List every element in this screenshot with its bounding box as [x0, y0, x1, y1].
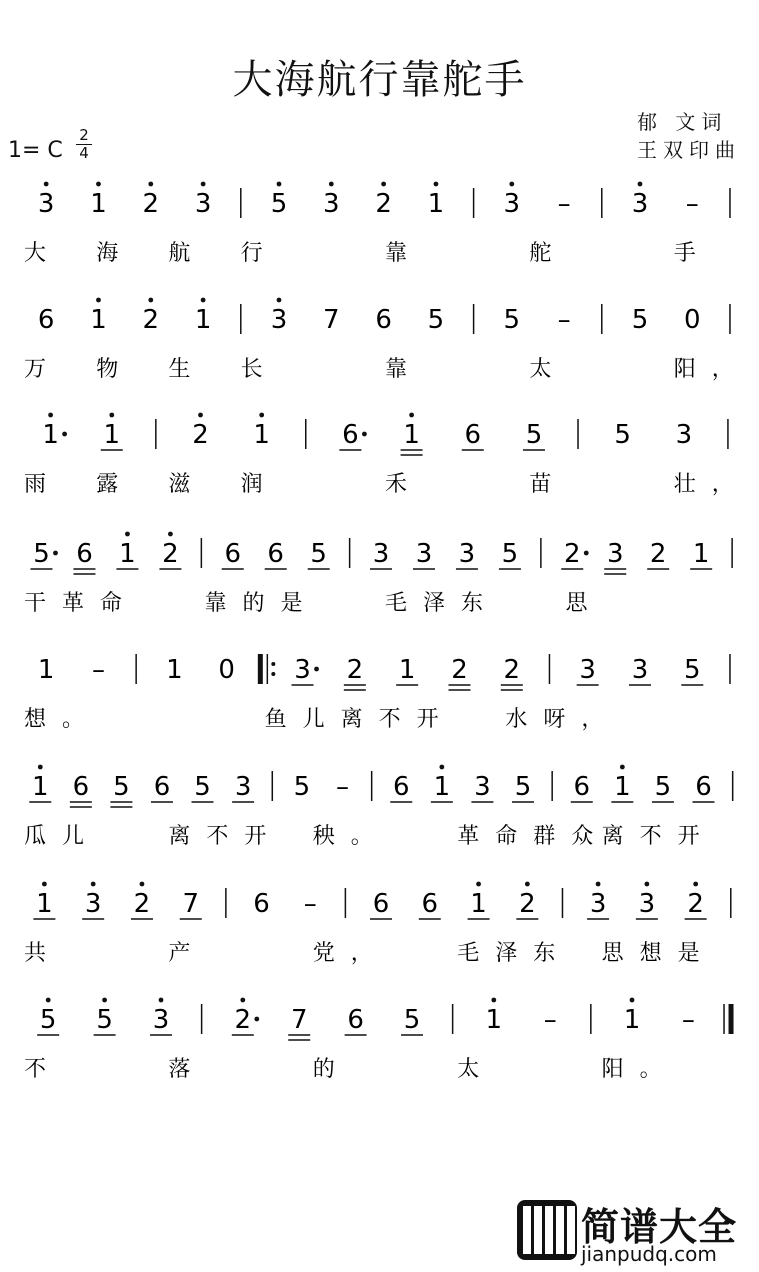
lyric-text: 大: [24, 241, 63, 266]
note-digit: 5: [33, 539, 50, 569]
note-digit: 5: [501, 539, 519, 569]
note-digit: 6: [695, 772, 712, 802]
lyric-text: 万: [24, 357, 63, 382]
high-octave-dot: [159, 998, 164, 1003]
note-digit: 1: [166, 655, 183, 685]
high-octave-dot: [491, 998, 496, 1003]
note-digit: 6: [464, 420, 482, 450]
note-digit: 6: [375, 305, 392, 335]
lyric-text: 靠: [385, 241, 424, 266]
note-digit: 6: [573, 772, 591, 802]
note-digit: 1: [398, 655, 416, 685]
note-digit: 2: [133, 889, 151, 919]
note-digit: 1: [32, 772, 49, 802]
high-octave-dot: [630, 998, 635, 1003]
lyric-text: 鱼儿离不开: [264, 707, 455, 732]
augmentation-dot: [254, 1017, 259, 1022]
note-digit: 3: [415, 539, 433, 569]
note-digit: 2: [375, 189, 392, 219]
lyric-text: 行: [240, 241, 279, 266]
lyric-text: 瓜儿: [24, 824, 101, 849]
lyric-text: 雨: [24, 472, 63, 497]
note-digit: 3: [474, 772, 491, 802]
high-octave-dot: [96, 182, 101, 187]
lyric-text: 物: [96, 357, 135, 382]
note-digit: 3: [294, 655, 311, 685]
time-top: 2: [79, 126, 89, 144]
note-digit: 2: [687, 889, 704, 919]
note-digit: 5: [270, 189, 288, 219]
high-octave-dot: [277, 298, 282, 303]
high-octave-dot: [638, 182, 643, 187]
high-octave-dot: [596, 882, 601, 887]
note-digit: 2: [346, 655, 364, 685]
high-octave-dot: [329, 182, 334, 187]
lyric-text: 想。: [24, 707, 101, 732]
high-octave-dot: [277, 182, 282, 187]
note-digit: 6: [267, 539, 284, 569]
lyricist-credit: 郁 文词: [637, 110, 728, 134]
high-octave-dot: [476, 882, 481, 887]
lyric-text: 滋: [168, 472, 207, 497]
high-octave-dot: [48, 413, 53, 418]
repeat-dot: [271, 662, 275, 666]
lyric-text: 毛泽东: [457, 941, 572, 966]
key-signature: 1= C: [8, 138, 63, 163]
high-octave-dot: [259, 413, 264, 418]
repeat-dot: [271, 672, 275, 676]
lyric-text: 的: [312, 1057, 351, 1082]
logo-brand: 简谱大全: [581, 1205, 738, 1249]
note-digit: 1: [103, 420, 121, 450]
note-digit: 3: [503, 189, 521, 219]
note-digit: 5: [684, 655, 701, 685]
note-digit: 1: [37, 655, 55, 685]
note-digit: 0: [684, 305, 701, 335]
note-digit: 6: [153, 772, 171, 802]
note-digit: –: [303, 889, 317, 919]
lyric-text: 生: [168, 357, 207, 382]
note-digit: 3: [631, 655, 649, 685]
note-digit: 1: [119, 539, 136, 569]
note-digit: 2: [503, 655, 521, 685]
lyric-text: 靠的是: [204, 591, 319, 616]
lyric-text: 不: [24, 1057, 63, 1082]
note-digit: 5: [403, 1005, 421, 1035]
lyric-text: 党，: [312, 941, 389, 966]
note-digit: 6: [421, 889, 439, 919]
note-digit: 7: [290, 1005, 308, 1035]
lyric-text: 航: [168, 241, 207, 266]
note-digit: 5: [514, 772, 532, 802]
note-digit: 1: [36, 889, 53, 919]
lyric-text: 太: [457, 1057, 496, 1082]
lyric-text: 思想是: [601, 941, 716, 966]
note-digit: 6: [76, 539, 93, 569]
note-digit: 2: [142, 189, 160, 219]
note-digit: 1: [253, 420, 270, 450]
augmentation-dot: [314, 667, 319, 672]
note-digit: 5: [39, 1005, 57, 1035]
note-digit: 3: [372, 539, 390, 569]
note-digit: 1: [427, 189, 445, 219]
note-digit: 5: [310, 539, 327, 569]
note-digit: 3: [270, 305, 288, 335]
augmentation-dot: [362, 432, 367, 437]
note-digit: 2: [192, 420, 209, 450]
augmentation-dot: [584, 551, 589, 556]
note-digit: 3: [675, 420, 693, 450]
note-digit: –: [557, 189, 571, 219]
note-digit: 7: [323, 305, 340, 335]
high-octave-dot: [168, 532, 173, 537]
high-octave-dot: [201, 298, 206, 303]
note-digit: 5: [96, 1005, 113, 1035]
note-digit: 2: [649, 539, 667, 569]
note-digit: 1: [614, 772, 631, 802]
high-octave-dot: [198, 413, 203, 418]
note-digit: 3: [84, 889, 102, 919]
high-octave-dot: [693, 882, 698, 887]
note-digit: 5: [503, 305, 521, 335]
note-digit: 1: [194, 305, 212, 335]
lyric-text: 干革命: [24, 591, 139, 616]
lyric-text: 秧。: [312, 824, 389, 849]
lyric-text: 长: [240, 357, 279, 382]
high-octave-dot: [409, 413, 414, 418]
high-octave-dot: [42, 882, 47, 887]
note-digit: 3: [631, 189, 649, 219]
high-octave-dot: [38, 765, 43, 770]
note-digit: –: [543, 1005, 557, 1035]
note-digit: 1: [433, 772, 451, 802]
note-digit: 3: [638, 889, 656, 919]
note-digit: 1: [403, 420, 420, 450]
note-digit: 6: [224, 539, 242, 569]
lyric-text: 离不开: [601, 824, 716, 849]
high-octave-dot: [620, 765, 625, 770]
high-octave-dot: [525, 882, 530, 887]
high-octave-dot: [148, 182, 153, 187]
lyric-text: 太: [529, 357, 568, 382]
lyric-text: 海: [96, 241, 135, 266]
note-digit: 2: [234, 1005, 252, 1035]
note-digit: 3: [152, 1005, 170, 1035]
note-digit: 7: [182, 889, 200, 919]
note-digit: 6: [393, 772, 410, 802]
lyric-text: 壮，: [673, 472, 750, 497]
note-digit: 1: [470, 889, 487, 919]
note-digit: –: [685, 189, 699, 219]
note-digit: –: [335, 772, 349, 802]
augmentation-dot: [62, 432, 67, 437]
high-octave-dot: [125, 532, 130, 537]
lyric-text: 手: [673, 241, 712, 266]
logo-url: jianpudq.com: [581, 1242, 717, 1266]
high-octave-dot: [44, 182, 49, 187]
high-octave-dot: [109, 413, 114, 418]
high-octave-dot: [148, 298, 153, 303]
high-octave-dot: [91, 882, 96, 887]
high-octave-dot: [434, 182, 439, 187]
lyric-text: 禾: [385, 472, 424, 497]
note-digit: 2: [519, 889, 536, 919]
note-digit: 5: [654, 772, 672, 802]
note-digit: 0: [218, 655, 235, 685]
note-digit: 6: [342, 420, 359, 450]
lyric-text: 毛泽东: [385, 591, 500, 616]
note-digit: –: [557, 305, 571, 335]
note-digit: 1: [42, 420, 59, 450]
note-digit: 3: [323, 189, 340, 219]
note-digit: 5: [631, 305, 649, 335]
note-digit: –: [91, 655, 105, 685]
note-digit: 5: [194, 772, 211, 802]
lyric-text: 阳，: [673, 357, 750, 382]
high-octave-dot: [439, 765, 444, 770]
note-digit: 1: [90, 189, 107, 219]
song-title: 大海航行靠舵手: [232, 57, 527, 103]
high-octave-dot: [240, 998, 245, 1003]
lyric-text: 离不开: [168, 824, 283, 849]
note-digit: 2: [162, 539, 179, 569]
composer-credit: 王双印曲: [637, 138, 741, 162]
note-digit: 6: [37, 305, 55, 335]
note-digit: 1: [90, 305, 107, 335]
note-digit: 2: [563, 539, 581, 569]
high-octave-dot: [46, 998, 51, 1003]
note-digit: 5: [614, 420, 631, 450]
time-bottom: 4: [79, 144, 89, 162]
note-digit: 3: [458, 539, 476, 569]
note-digit: 3: [37, 189, 55, 219]
note-digit: 3: [579, 655, 596, 685]
note-digit: 6: [253, 889, 270, 919]
note-digit: 3: [589, 889, 607, 919]
lyric-text: 革命群众: [457, 824, 610, 849]
lyric-text: 共: [24, 941, 63, 966]
note-digit: 3: [606, 539, 624, 569]
high-octave-dot: [140, 882, 145, 887]
lyric-text: 水呀，: [505, 707, 620, 732]
lyric-text: 靠: [385, 357, 424, 382]
note-digit: 6: [372, 889, 390, 919]
high-octave-dot: [381, 182, 386, 187]
high-octave-dot: [509, 182, 514, 187]
note-digit: –: [681, 1005, 695, 1035]
note-digit: 1: [623, 1005, 641, 1035]
note-digit: 5: [427, 305, 445, 335]
augmentation-dot: [53, 551, 58, 556]
note-digit: 5: [525, 420, 543, 450]
lyric-text: 落: [168, 1057, 207, 1082]
note-digit: 3: [194, 189, 212, 219]
note-digit: 1: [692, 539, 710, 569]
note-digit: 2: [451, 655, 468, 685]
note-digit: 6: [347, 1005, 364, 1035]
lyric-text: 露: [96, 472, 135, 497]
lyric-text: 润: [240, 472, 279, 497]
note-digit: 1: [485, 1005, 503, 1035]
high-octave-dot: [201, 182, 206, 187]
high-octave-dot: [96, 298, 101, 303]
note-digit: 3: [234, 772, 252, 802]
piano-keys-icon: [517, 1200, 577, 1260]
high-octave-dot: [644, 882, 649, 887]
note-digit: 5: [113, 772, 130, 802]
lyric-text: 阳。: [601, 1057, 678, 1082]
note-digit: 2: [142, 305, 160, 335]
lyric-text: 舵: [529, 241, 568, 266]
lyric-text: 苗: [529, 472, 568, 497]
lyric-text: 思: [565, 591, 604, 616]
high-octave-dot: [102, 998, 107, 1003]
note-digit: 6: [72, 772, 90, 802]
lyric-text: 产: [168, 941, 207, 966]
note-digit: 5: [293, 772, 311, 802]
site-logo[interactable]: [517, 1196, 753, 1268]
